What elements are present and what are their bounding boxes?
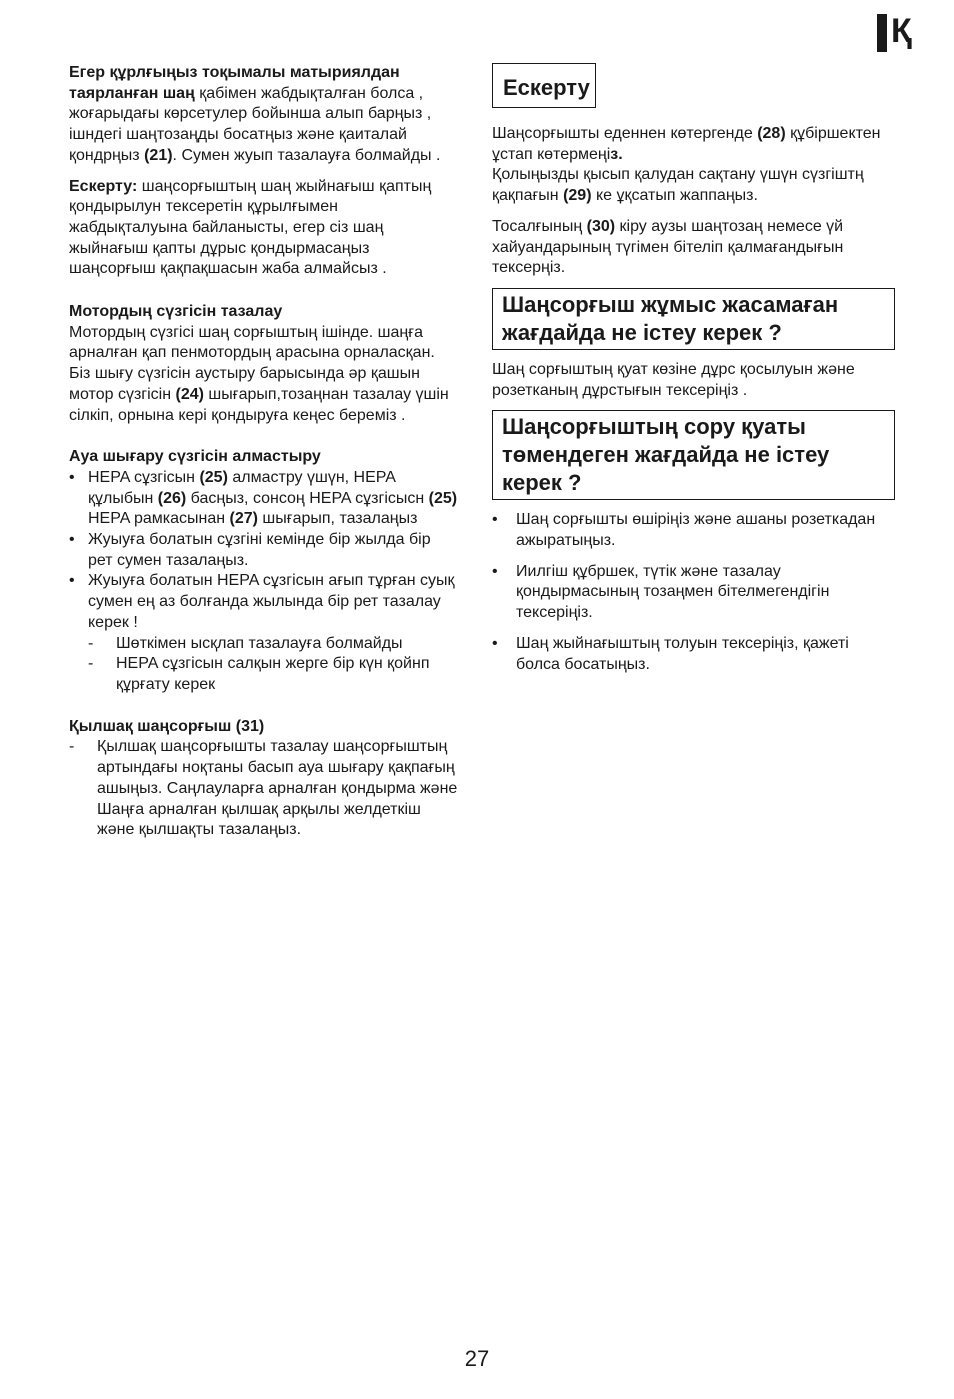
list-item	[69, 468, 459, 530]
exhaust-filter-sublist	[69, 634, 459, 696]
list-item: • Жуыуға болатын HEPA сұзгісын ағып тұрған суық сумен ең аз болғанда жылында бір рет тазалау керек !	[69, 571, 459, 633]
note-lid-paragraph	[492, 165, 896, 206]
item-ref: (26)	[157, 489, 187, 507]
item-text: шығарып, тазалаңыз	[257, 510, 418, 528]
note-inlet-text-2: кіру аузы шаңтозаң немесе үй хайуандарының түгімен бітеліп қалмағандығын тексерңіз.	[492, 217, 844, 277]
item-ref: (27)	[229, 510, 258, 528]
brush-vacuum-section	[69, 717, 459, 841]
motor-filter-text	[69, 323, 459, 427]
motor-filter-heading: Мотордың сүзгісін тазалау	[69, 303, 283, 321]
item-ref: (25)	[199, 468, 228, 486]
right-column	[492, 63, 896, 685]
list-item: - Қылшақ шаңсорғышты тазалау шаңсорғыштың артындағы ноқтаны басып ауа шығару қақпағың ашыңыз. Саңлауларға арналған қондырма және Шаңға арналған қылшақ арқылы желдеткіш және қылшақты тазалаңыз.	[69, 737, 459, 841]
intro-bold: Егер құрлғыңыз тоқымалы матыриялдан таярланған шаң	[69, 64, 400, 102]
note-lift-ref: (28)	[757, 125, 786, 142]
note-inlet-text: Тосалғының	[492, 217, 587, 235]
list-item: • Жуыуға болатын сұзгіні кемінде бір жылда бір рет сумен тазалаңыз.	[69, 530, 459, 571]
intro-paragraph	[69, 63, 459, 167]
low-suction-title-box: Шаңсорғыштың сору қуаты төмендеген жағдайда не істеу керек ?	[492, 410, 895, 500]
intro-ref: (21)	[144, 146, 173, 164]
language-tab-bar	[877, 14, 887, 52]
item-ref: (25)	[428, 489, 458, 507]
note-title-box: Ескерту	[492, 63, 596, 108]
low-suction-list	[492, 510, 896, 675]
note-inlet-ref: (30)	[586, 217, 616, 235]
intro-text: қабімен жабдықталған болса , жоғарыдағы көрсетулер бойынша алып барңыз , ішндегі шаңтозаңды босатңыз және қаиталай қондрңыз	[69, 84, 432, 164]
item-text: басңыз, сонсоң HEPA сұзгісысн	[186, 489, 429, 507]
not-working-text: Шаң сорғыштың қуат көзіне дұрс қосылуын және розетканың дұрстығын тексеріңіз .	[492, 360, 855, 399]
intro-tail: . Сумен жуып тазалауға болмайды .	[172, 146, 441, 164]
brush-vacuum-heading: Қылшақ шаңсорғыш (31)	[69, 717, 265, 735]
language-tab	[877, 14, 912, 52]
motor-filter-section	[69, 302, 459, 426]
item-text: HEPA сұзгісын	[88, 468, 200, 486]
list-item: • Шаң жыйнағыштың толуын тексеріңіз, қажеті болса босатыңыз.	[492, 634, 896, 675]
list-item: • Шаң сорғышты өшіріңіз және ашаны розеткадан ажыратыңыз.	[492, 510, 896, 551]
item-text: алмастру үшүн, HEPA құлыбын	[88, 468, 396, 507]
motor-filter-tail: шығарып,тозаңнан тазалау үшін сілкіп, орнына кері қондыруға кеңес береміз .	[69, 385, 449, 424]
exhaust-filter-heading: Ауа шығару сүзгісін алмастыру	[69, 448, 321, 466]
list-item: - Шөткімен ысқлап тазалауға болмайды	[69, 634, 459, 655]
note-lift-paragraph	[492, 124, 896, 165]
exhaust-filter-section	[69, 447, 459, 695]
note-paragraph	[69, 177, 459, 281]
motor-filter-body: Мотордың сүзгісі шаң сорғыштың ішінде. шаңға арналған қап пенмотордың арасына орналасқан. Біз шығу сүзгісін аустыру барысында әр қашын мотор сүзгісін	[69, 323, 435, 403]
not-working-title-box: Шаңсорғыш жұмыс жасамаған жағдайда не істеу керек ?	[492, 288, 895, 350]
note-inlet-paragraph	[492, 217, 896, 279]
note-lift-text: Шаңсорғышты еденнен көтергенде	[492, 125, 758, 142]
note-lid-ref: (29)	[563, 187, 592, 205]
note-lid-text: Қолыңызды қысып қалудан сақтану үшүн сүзгіштң қақпағын	[492, 166, 864, 205]
language-tab-letter: Қ	[891, 12, 912, 50]
left-column	[69, 63, 459, 841]
list-item: - HEPA сұзгісын салқын жерге бір күн қойнп құрғату керек	[69, 654, 459, 695]
note-lift-text-2: құбіршектен ұстап көтермеңі	[492, 125, 881, 163]
motor-filter-ref: (24)	[175, 385, 204, 403]
brush-vacuum-list	[69, 737, 459, 841]
note-text: шаңсорғыштың шаң жыйнағыш қаптың қондырылун тексеретін құрылғымен жабдықталуына байланысты, егер сіз шаң жыйнағыш қапты дұрыс қондырмасаңыз шаңсорғыш қақпақшасын жаба алмайсыз .	[69, 177, 432, 278]
note-lid-text-2: ке ұқсатып жаппаңыз.	[591, 187, 758, 205]
page-number: 27	[464, 1346, 490, 1371]
note-lift-tail: з.	[610, 145, 623, 163]
note-label: Ескерту:	[69, 177, 138, 195]
list-item: • Иилгіш құбршек, түтік және тазалау қондырмасының тозаңмен бітелмегендігін тексеріңіз.	[492, 562, 896, 624]
item-text: HEPA рамкасынан	[88, 510, 230, 528]
exhaust-filter-list	[69, 468, 459, 634]
